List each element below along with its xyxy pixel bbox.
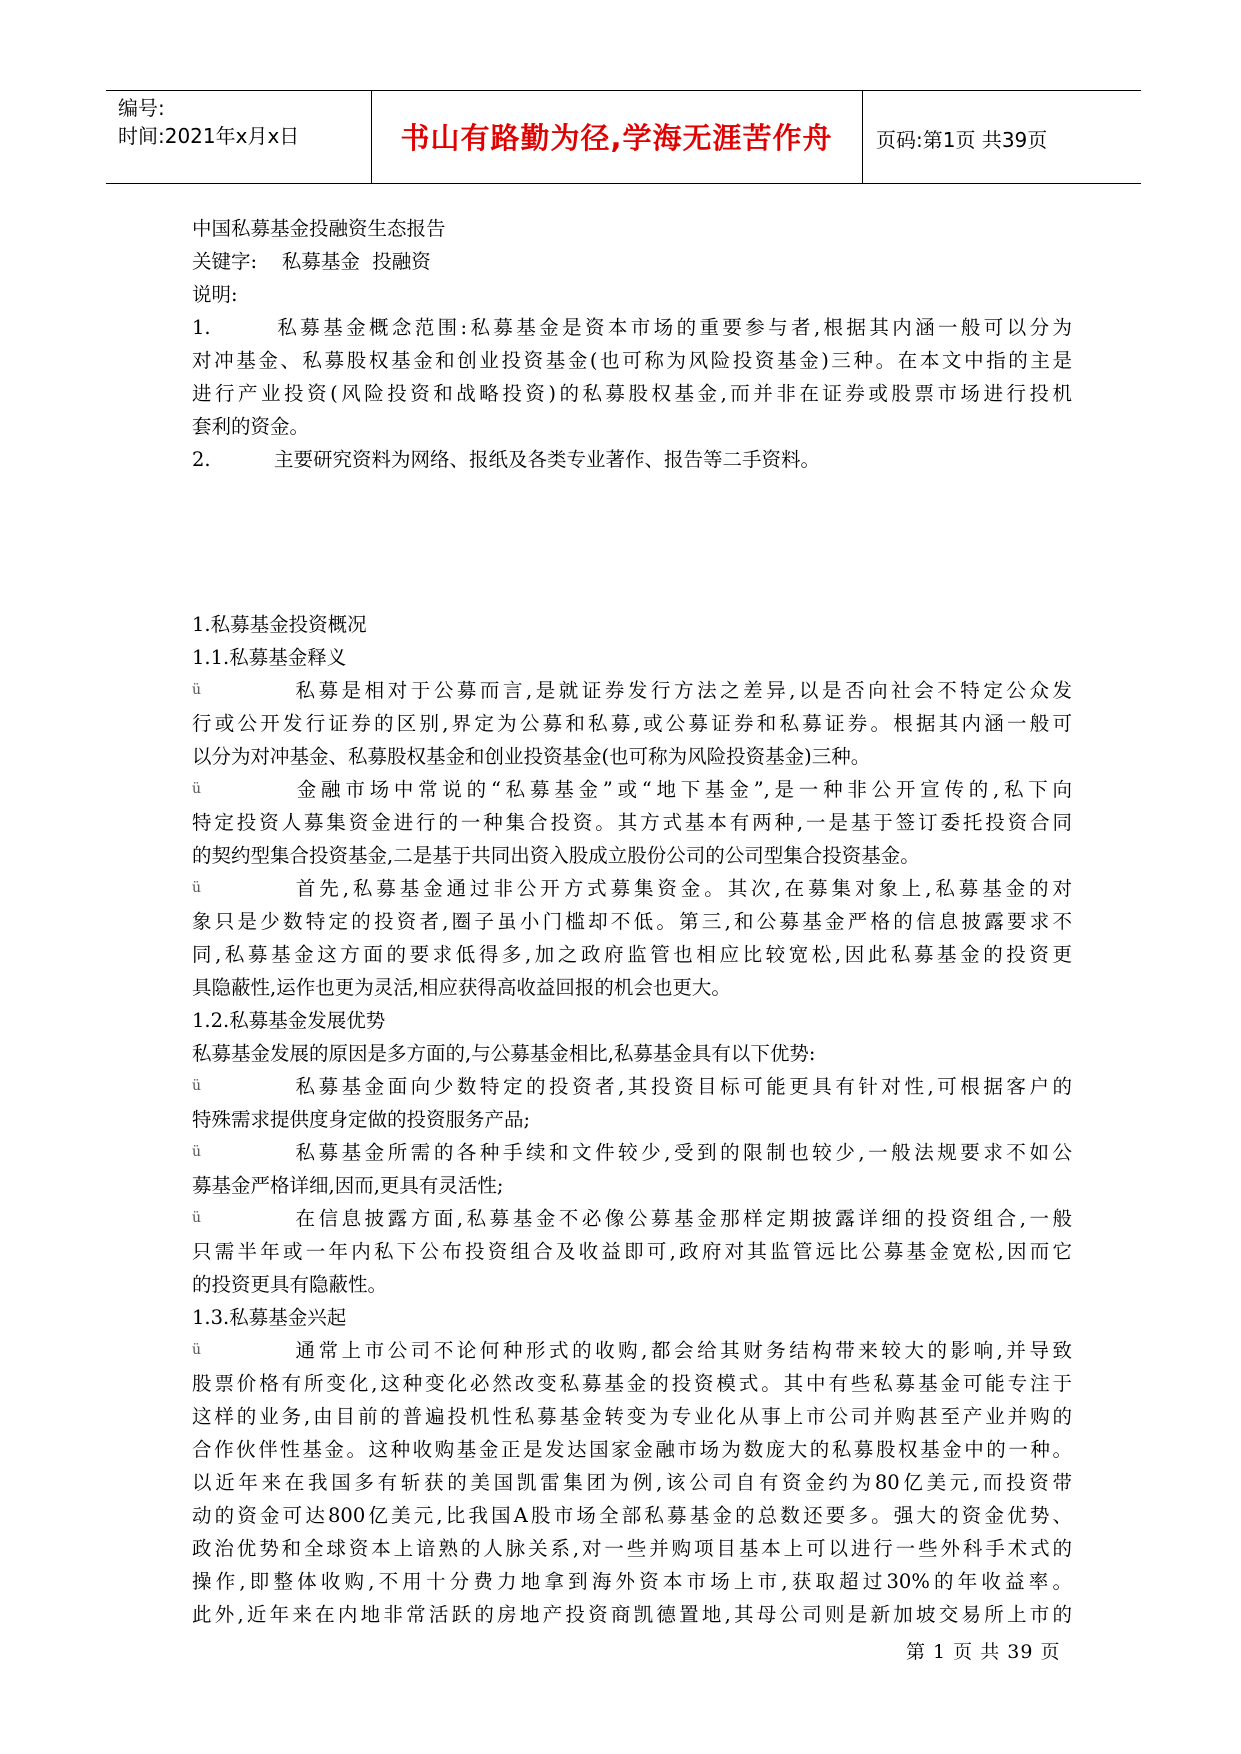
para-5-line-1 [192,1070,1072,1103]
para-8-line-5: 以近年来在我国多有斩获的美国凯雷集团为例,该公司自有资金约为80亿美元,而投资带 [192,1471,1072,1494]
para-1-line-3: 以分为对冲基金、私募股权基金和创业投资基金(也可称为风险投资基金)三种。 [192,745,871,768]
para-7-line-3: 的投资更具有隐蔽性。 [192,1273,388,1296]
para-7-line-2: 只需半年或一年内私下公布投资组合及收益即可,政府对其监管远比公募基金宽松,因而它 [192,1240,1072,1263]
para-8-line-8: 操作,即整体收购,不用十分费力地拿到海外资本市场上市,获取超过30%的年收益率。 [192,1570,1072,1593]
para-1-text: 私募是相对于公募而言,是就证券发行方法之差异,以是否向社会不特定公众发 [292,679,1072,702]
note-1-number: 1. [192,316,211,339]
para-3-line-4: 具隐蔽性,运作也更为灵活,相应获得高收益回报的机会也更大。 [192,976,731,999]
para-8-line-9: 此外,近年来在内地非常活跃的房地产投资商凯德置地,其母公司则是新加坡交易所上市的 [192,1603,1072,1626]
para-3-line-2: 象只是少数特定的投资者,圈子虽小门槛却不低。第三,和公募基金严格的信息披露要求不 [192,910,1072,933]
note-2-text: 主要研究资料为网络、报纸及各类专业著作、报告等二手资料。 [274,448,821,471]
para-8-line-2: 股票价格有所变化,这种变化必然改变私募基金的投资模式。其中有些私募基金可能专注于 [192,1372,1072,1395]
serial-label: 编号: [118,96,165,120]
document-body [192,212,1072,1631]
para-8-line-6: 动的资金可达800亿美元,比我国A股市场全部私募基金的总数还要多。强大的资金优势、 [192,1504,1072,1527]
para-5-text: 私募基金面向少数特定的投资者,其投资目标可能更具有针对性,可根据客户的 [292,1075,1072,1098]
header-bottom-rule [106,183,1141,184]
para-3-line-3: 同,私募基金这方面的要求低得多,加之政府监管也相应比较宽松,因此私募基金的投资更 [192,943,1072,966]
bullet-icon: ü [192,1342,202,1358]
para-2-line-2: 特定投资人募集资金进行的一种集合投资。其方式基本有两种,一是基于签订委托投资合同 [192,811,1072,834]
notes-label: 说明: [192,283,238,306]
note-1-text: 私募基金概念范围:私募基金是资本市场的重要参与者,根据其内涵一般可以分为 [274,316,1072,339]
para-4: 私募基金发展的原因是多方面的,与公募基金相比,私募基金具有以下优势: [192,1042,816,1065]
section-1-3-heading: 1.3.私募基金兴起 [192,1306,347,1329]
para-5-line-2: 特殊需求提供度身定做的投资服务产品; [192,1108,531,1131]
keywords: 关键字: 私募基金 投融资 [192,250,431,273]
para-7-text: 在信息披露方面,私募基金不必像公募基金那样定期披露详细的投资组合,一般 [292,1207,1072,1230]
para-1-line-2: 行或公开发行证券的区别,界定为公募和私募,或公募证券和私募证券。根据其内涵一般可 [192,712,1072,735]
para-7-line-1 [192,1202,1072,1235]
header-motto: 书山有路勤为径,学海无涯苦作舟 [400,121,833,155]
para-8-text: 通常上市公司不论何种形式的收购,都会给其财务结构带来较大的影响,并导致 [292,1339,1072,1362]
note-1-line-4: 套利的资金。 [192,415,310,438]
para-6-text: 私募基金所需的各种手续和文件较少,受到的限制也较少,一般法规要求不如公 [292,1141,1072,1164]
spacer [192,476,1072,608]
header-top-rule [106,90,1141,91]
note-1-line-3: 进行产业投资(风险投资和战略投资)的私募股权基金,而并非在证券或股票市场进行投机 [192,382,1072,405]
para-3-text: 首先,私募基金通过非公开方式募集资金。其次,在募集对象上,私募基金的对 [292,877,1072,900]
para-2-text: 金融市场中常说的“私募基金”或“地下基金”,是一种非公开宣传的,私下向 [292,778,1072,801]
section-1-1-heading: 1.1.私募基金释义 [192,646,347,669]
para-8-line-7: 政治优势和全球资本上谙熟的人脉关系,对一些并购项目基本上可以进行一些外科手术式的 [192,1537,1072,1560]
bullet-icon: ü [192,682,202,698]
para-2-line-1 [192,773,1072,806]
bullet-icon: ü [192,1078,202,1094]
header-page-label: 页码:第1页 共39页 [876,128,1048,152]
header-divider-right [862,90,863,183]
para-8-line-4: 合作伙伴性基金。这种收购基金正是发达国家金融市场为数庞大的私募股权基金中的一种。 [192,1438,1072,1461]
para-3-line-1 [192,872,1072,905]
note-1-line-1 [192,311,1072,344]
bullet-icon: ü [192,1210,202,1226]
time-label: 时间:2021年x月x日 [118,124,300,148]
doc-title: 中国私募基金投融资生态报告 [192,217,446,240]
note-2-number: 2. [192,448,211,471]
para-6-line-1 [192,1136,1072,1169]
note-1-line-2: 对冲基金、私募股权基金和创业投资基金(也可称为风险投资基金)三种。在本文中指的主是 [192,349,1072,372]
bullet-icon: ü [192,781,202,797]
note-2 [192,443,1072,476]
para-8-line-1 [192,1334,1072,1367]
header-left-cell [118,94,299,150]
section-1-heading: 1.私募基金投资概况 [192,613,367,636]
para-8-line-3: 这样的业务,由目前的普遍投机性私募基金转变为专业化从事上市公司并购甚至产业并购的 [192,1405,1072,1428]
bullet-icon: ü [192,880,202,896]
para-2-line-3: 的契约型集合投资基金,二是基于共同出资入股成立股份公司的公司型集合投资基金。 [192,844,920,867]
para-1-line-1 [192,674,1072,707]
page-footer: 第 1 页 共 39 页 [906,1641,1061,1663]
bullet-icon: ü [192,1144,202,1160]
para-6-line-2: 募基金严格详细,因而,更具有灵活性; [192,1174,504,1197]
section-1-2-heading: 1.2.私募基金发展优势 [192,1009,386,1032]
